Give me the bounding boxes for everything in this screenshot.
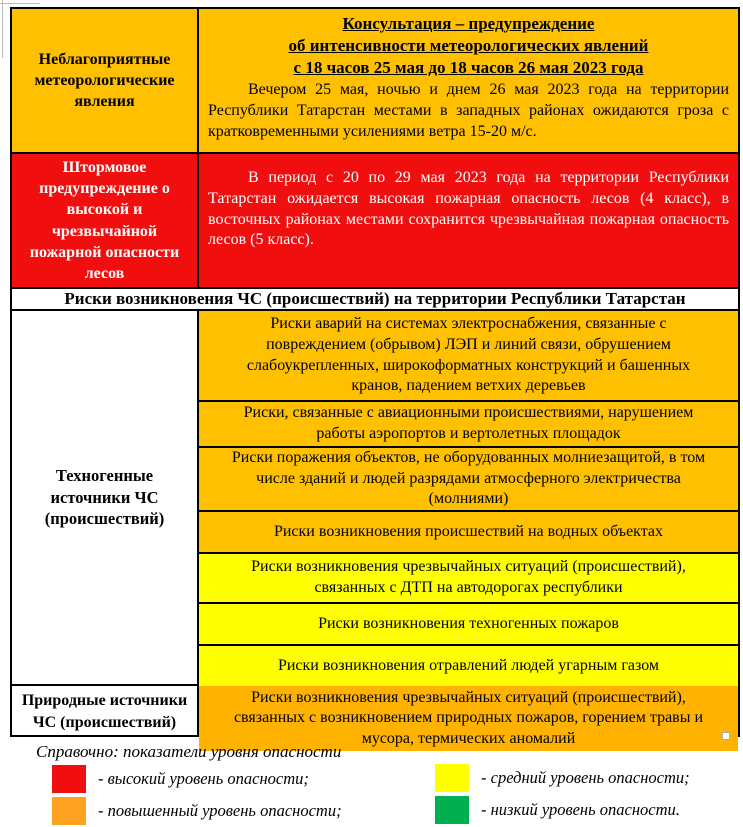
consultation-header-line1: Консультация – предупреждение <box>342 14 595 33</box>
legend-item-high <box>52 765 309 793</box>
risk-row-lightning: Риски поражения объектов, не оборудованных молниезащитой, в том числе зданий и людей разрядами атмосферного электричества (молниями) <box>199 446 738 510</box>
medium-danger-label: - средний уровень опасности; <box>481 768 690 787</box>
risk-row-fires: Риски возникновения техногенных пожаров <box>199 602 738 644</box>
risk-row-aviation: Риски, связанные с авиационными происшествиями, нарушением работы аэропортов и вертолетных площадок <box>199 400 738 446</box>
high-danger-swatch <box>52 765 86 793</box>
row-storm <box>12 152 738 287</box>
storm-body: В период с 20 по 29 мая 2023 года на территории Республики Татарстан ожидается высокая пожарная опасность лесов (4 класс), в восточных районах местами сохранится чрезвычайная пожарная опасность лесов (5 класс). <box>208 169 729 249</box>
legend-title: Справочно: показатели уровня опасности <box>36 742 342 761</box>
consultation-header-line2: об интенсивности метеорологических явлений <box>288 35 649 55</box>
legend-item-medium <box>435 764 690 792</box>
technogenic-right-cell <box>199 311 738 684</box>
low-danger-swatch <box>435 796 469 824</box>
anchor-square-artifact <box>722 732 730 740</box>
natural-right-cell <box>199 686 738 747</box>
risk-row-power-lines: Риски аварий на системах электроснабжения, связанные с повреждением (обрывом) ЛЭП и линий связи, обрушением слабоукрепленных, широкоформатных конструкций и башенных кранов, падением ветхих деревьев <box>199 311 738 400</box>
risks-band-title: Риски возникновения ЧС (происшествий) на территории Республики Татарстан <box>12 287 738 309</box>
risk-row-co-poisoning: Риски возникновения отравлений людей угарным газом <box>199 644 738 686</box>
consultation-header-line3: с 18 часов 25 мая до 18 часов 26 мая 2023 года <box>293 57 644 77</box>
low-danger-label: - низкий уровень опасности. <box>481 800 680 819</box>
row-technogenic <box>12 309 738 684</box>
risk-row-water: Риски возникновения происшествий на водных объектах <box>199 510 738 552</box>
consultation-body: Вечером 25 мая, ночью и днем 26 мая 2023 года на территории Республики Татарстан местами в западных районах ожидаются гроза с кратковременными усилениями ветра 15-20 м/с. <box>208 81 729 140</box>
row-meteo <box>12 9 738 152</box>
meteo-right-cell <box>199 9 738 152</box>
elevated-danger-label: - повышенный уровень опасности; <box>98 801 342 820</box>
legend-item-elevated <box>52 797 342 825</box>
crop-mark-vertical <box>2 0 3 58</box>
natural-left-label: Природные источники ЧС (происшествий) <box>12 686 199 737</box>
crop-mark-horizontal <box>0 3 40 4</box>
technogenic-risk-list <box>199 311 738 686</box>
risk-row-road-traffic: Риски возникновения чрезвычайных ситуаций (происшествий), связанных с ДТП на автодорогах республики <box>199 552 738 602</box>
high-danger-label: - высокий уровень опасности; <box>98 769 309 788</box>
storm-right-cell <box>199 154 738 287</box>
row-natural <box>12 684 738 747</box>
storm-left-label: Штормовое предупреждение о высокой и чрезвычайной пожарной опасности лесов <box>12 154 199 287</box>
meteo-left-label: Неблагоприятные метеорологические явления <box>12 9 199 152</box>
risk-row-wildfires: Риски возникновения чрезвычайных ситуаций (происшествий), связанных с возникновением природных пожаров, горением травы и мусора, термических аномалий <box>199 686 738 751</box>
medium-danger-swatch <box>435 764 469 792</box>
warning-table <box>10 7 740 747</box>
technogenic-left-label: Техногенные источники ЧС (происшествий) <box>12 311 199 684</box>
legend-item-low <box>435 796 680 824</box>
elevated-danger-swatch <box>52 797 86 825</box>
